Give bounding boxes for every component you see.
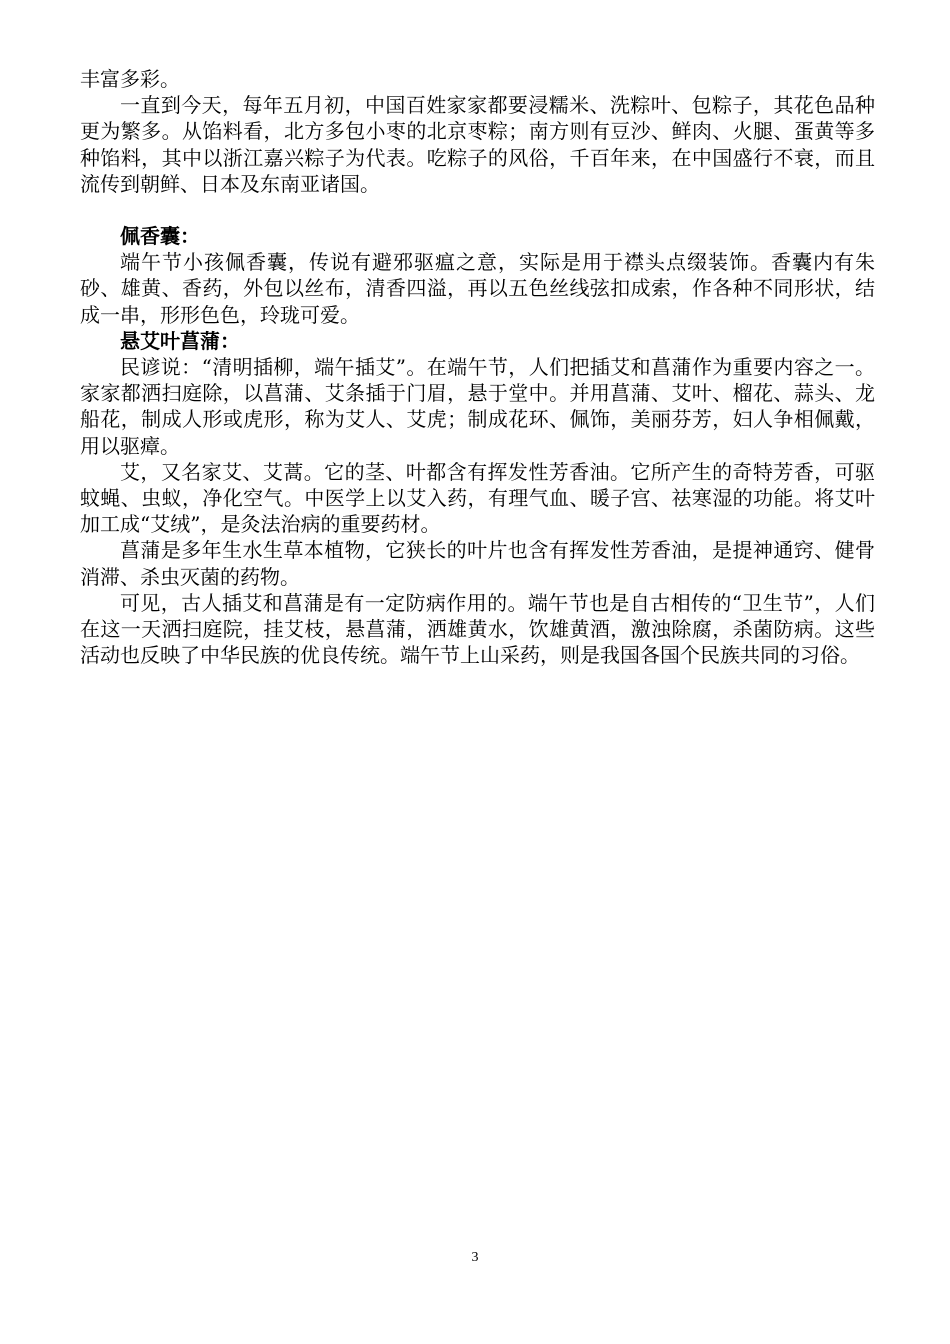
- section-heading-mugwort-calamus: 悬艾叶菖蒲：: [120, 328, 240, 353]
- paragraph-calamus: 菖蒲是多年生水生草本植物，它狭长的叶片也含有挥发性芳香油，是提神通窍、健骨消滞、杀虫灭菌的药物。: [80, 538, 875, 589]
- document-body: [80, 66, 875, 668]
- page-number: 3: [471, 1250, 479, 1265]
- paragraph-conclusion: 可见，古人插艾和菖蒲是有一定防病作用的。端午节也是自古相传的“卫生节”，人们在这一天洒扫庭院，挂艾枝，悬菖蒲，洒雄黄水，饮雄黄酒，激浊除腐，杀菌防病。这些活动也反映了中华民族的优良传统。端午节上山采药，则是我国各国个民族共同的习俗。: [80, 590, 875, 668]
- paragraph-sachet: 端午节小孩佩香囊，传说有避邪驱瘟之意，实际是用于襟头点缀装饰。香囊内有朱砂、雄黄、香药，外包以丝布，清香四溢，再以五色丝线弦扣成索，作各种不同形状，结成一串，形形色色，玲珑可爱。: [80, 250, 875, 327]
- paragraph-zongzi-today: 一直到今天，每年五月初，中国百姓家家都要浸糯米、洗粽叶、包粽子，其花色品种更为繁多。从馅料看，北方多包小枣的北京枣粽；南方则有豆沙、鲜肉、火腿、蛋黄等多种馅料，其中以浙江嘉兴粽子为代表。吃粽子的风俗，千百年来，在中国盛行不衰，而且流传到朝鲜、日本及东南亚诸国。: [80, 93, 875, 196]
- paragraph-gap: [80, 197, 875, 223]
- paragraph-proverb: 民谚说：“清明插柳，端午插艾”。在端午节，人们把插艾和菖蒲作为重要内容之一。家家都洒扫庭除，以菖蒲、艾条插于门眉，悬于堂中。并用菖蒲、艾叶、榴花、蒜头、龙船花，制成人形或虎形，称为艾人、艾虎；制成花环、佩饰，美丽芬芳，妇人争相佩戴，用以驱瘴。: [80, 355, 875, 458]
- paragraph-mugwort: 艾，又名家艾、艾蒿。它的茎、叶都含有挥发性芳香油。它所产生的奇特芳香，可驱蚊蝇、虫蚁，净化空气。中医学上以艾入药，有理气血、暖子宫、祛寒湿的功能。将艾叶加工成“艾绒”，是灸法治病的重要药材。: [80, 459, 875, 537]
- section-heading-sachet: 佩香囊：: [120, 224, 200, 249]
- paragraph-continuation: 丰富多彩。: [80, 67, 180, 91]
